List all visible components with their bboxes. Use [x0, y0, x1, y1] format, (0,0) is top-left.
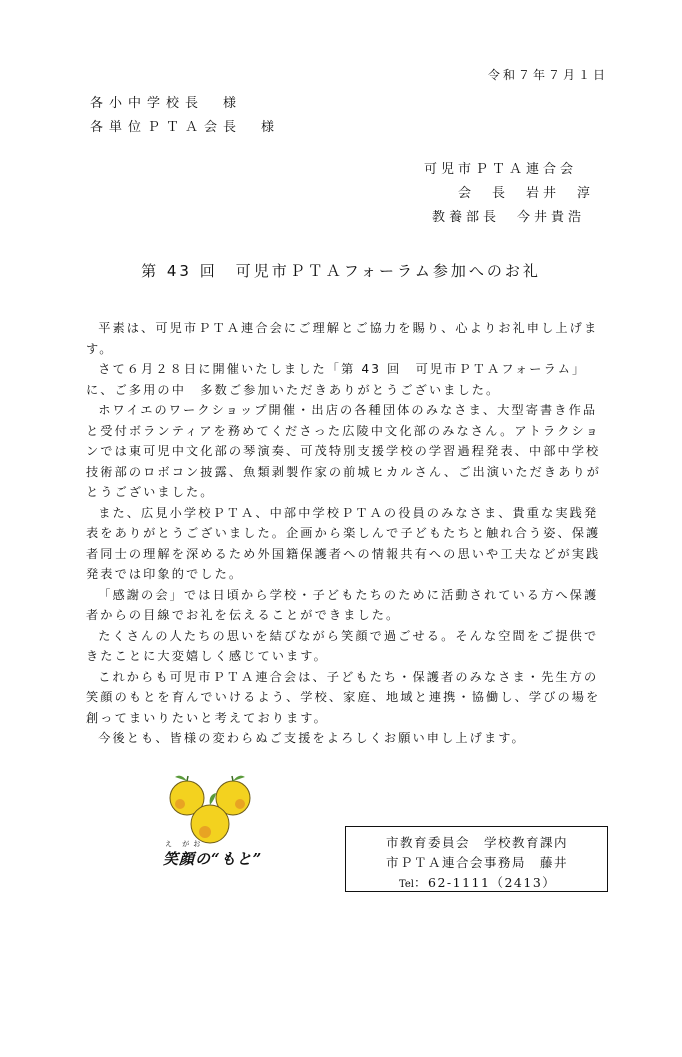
paragraph: これからも可児市ＰＴＡ連合会は、子どもたち・保護者のみなさま・先生方の笑顔のもとを育んでいけるよう、学校、家庭、地域と連携・協働し、学びの場を創ってまいりたいと考えております。 — [86, 669, 601, 725]
paragraph: 平素は、可児市ＰＴＡ連合会にご理解とご協力を賜り、心よりお礼申し上げます。 — [86, 321, 599, 356]
date: 令和７年７月１日 — [487, 68, 608, 82]
paragraph: さて６月２８日に開催いたしました「第 43 回 可児市ＰＴＡフォーラム」に、ご多用の中 多数ご参加いただきありがとうございました。 — [86, 362, 587, 397]
recipient-principals: 各小中学校長 様 — [90, 96, 243, 111]
paragraph: 「感謝の会」では日頃から学校・子どもたちのために活動されている方へ保護者からの目線でお礼を伝えることができました。 — [86, 587, 599, 622]
logo-text: 笑顔の“もと” — [163, 850, 263, 868]
paragraph: 今後とも、皆様の変わらぬご支援をよろしくお願い申し上げます。 — [98, 731, 526, 745]
tel-label: Tel — [399, 879, 415, 890]
recipient-pta-chairs: 各単位ＰＴＡ会長 様 — [90, 120, 281, 135]
logo-ruby: え がお — [165, 840, 205, 848]
letter-body — [86, 318, 606, 749]
contact-office: 市ＰＴＡ連合会事務局 藤井 — [386, 855, 569, 870]
sender-chairman: 会 長 岩井 淳 — [458, 186, 595, 201]
paragraph: ホワイエのワークショップ開催・出店の各種団体のみなさま、大型寄書き作品と受付ボランティアを務めてくださった広陵中文化部のみなさん。アトラクションでは東可児中文化部の琴演奏、可茂特別支援学校の学習過程発表、中部中学校技術部のロボコン披露、魚類剥製作家の前城ヒカルさん、ご出演いただきありがとうございました。 — [86, 403, 602, 499]
paragraph: また、広見小学校ＰＴＡ、中部中学校ＰＴＡの役員のみなさま、貴重な実践発表をありがとうございました。企画から楽しんで子どもたちと触れ合う姿、保護者同士の理解を深めるため外国籍保護者への情報共有への思いや工夫などが実践発表では印象的でした。 — [86, 505, 601, 581]
sender-organization: 可児市ＰＴＡ連合会 — [424, 162, 578, 177]
contact-box — [345, 826, 608, 892]
tel-number: ：62-1111（2413） — [414, 875, 557, 890]
contact-department: 市教育委員会 学校教育課内 — [386, 835, 569, 850]
paragraph: たくさんの人たちの思いを結びながら笑顔で過ごせる。そんな空間をご提供できたことに大変嬉しく感じています。 — [86, 628, 599, 663]
sender-education-director: 教養部長 今井貴浩 — [432, 210, 586, 225]
contact-tel — [399, 873, 556, 891]
document-title: 第 43 回 可児市ＰＴＡフォーラム参加へのお礼 — [141, 262, 541, 280]
